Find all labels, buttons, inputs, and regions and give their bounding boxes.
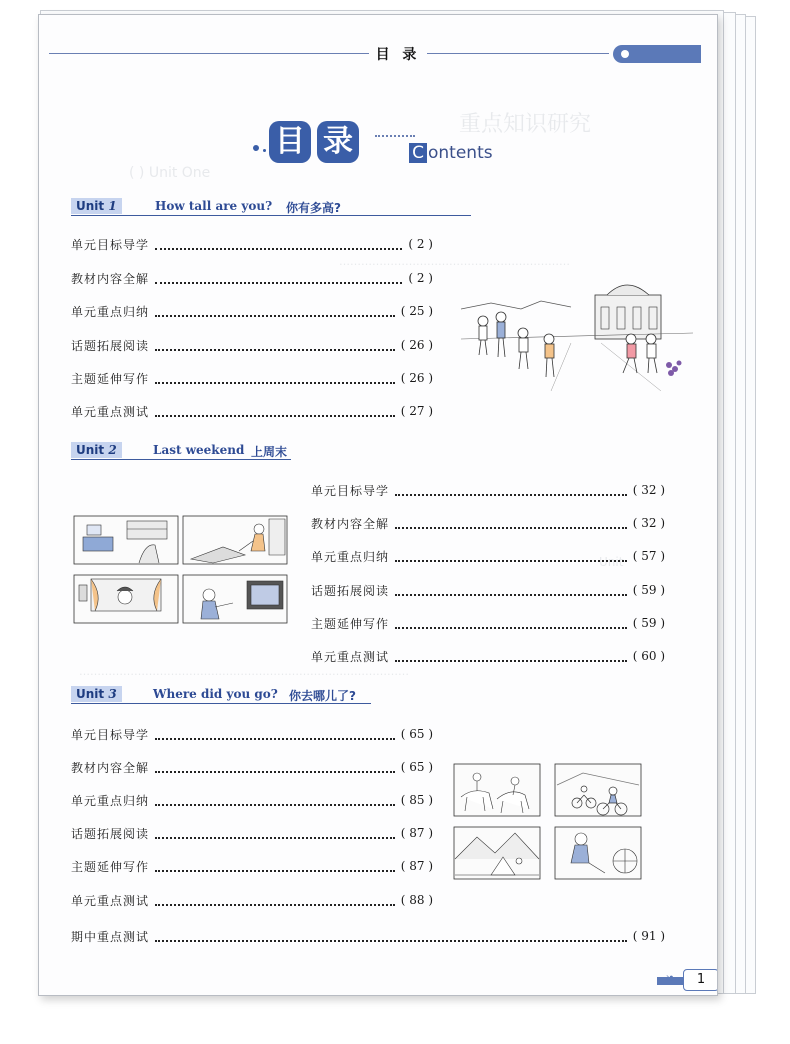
contents-rest: ontents (428, 143, 493, 163)
title-char-lu: 录 (317, 121, 359, 163)
leader-dots (155, 273, 402, 284)
show-through-text: ……………………………………………………………………………… (79, 665, 409, 678)
unit-title-cn: 你去哪儿了? (289, 689, 356, 703)
leader-dots (155, 406, 395, 417)
header-tab (613, 45, 701, 63)
toc-entry[interactable] (311, 547, 665, 565)
toc-label: 教材内容全解 (71, 271, 150, 286)
leader-dots (155, 340, 395, 351)
toc-entry[interactable] (71, 824, 433, 842)
leader-dots (155, 795, 395, 806)
header-rule (49, 53, 609, 54)
unit3-travel-illustration (453, 763, 685, 883)
toc-label: 期中重点测试 (71, 929, 150, 944)
unit2-weekend-illustration (73, 515, 289, 627)
toc-page-number: ( 57 ) (632, 549, 665, 563)
toc-page-number: ( 65 ) (400, 760, 433, 774)
show-through-text: Unit (599, 555, 624, 569)
leader-dots (395, 618, 627, 629)
toc-label: 单元重点测试 (71, 404, 150, 419)
leader-dots (155, 729, 395, 740)
toc-page-number: ( 59 ) (632, 583, 665, 597)
unit-title-cn: 你有多高? (286, 201, 341, 215)
toc-entry[interactable] (71, 302, 433, 320)
toc-page-number: ( 91 ) (632, 929, 665, 943)
toc-page-number: ( 87 ) (400, 859, 433, 873)
leader-dots (395, 585, 627, 596)
unit-number: 2 (108, 443, 117, 457)
toc-entry[interactable] (71, 402, 433, 420)
leader-dots (155, 373, 395, 384)
dot-decoration (263, 149, 266, 152)
toc-page-number: ( 60 ) (632, 649, 665, 663)
tab-dot-icon (621, 50, 629, 58)
leader-dots (155, 828, 395, 839)
unit-word: Unit (76, 199, 105, 213)
toc-entry[interactable] (71, 235, 433, 253)
toc-label: 单元目标导学 (71, 237, 150, 252)
toc-label: 教材内容全解 (311, 516, 390, 531)
toc-page (38, 14, 718, 996)
dotted-decoration (375, 135, 415, 137)
toc-page-number: ( 26 ) (400, 371, 433, 385)
unit-number: 3 (108, 687, 117, 701)
leader-dots (395, 551, 627, 562)
toc-page-number: ( 87 ) (400, 826, 433, 840)
unit-chip (71, 686, 122, 702)
leader-dots (155, 306, 395, 317)
toc-entry[interactable] (71, 891, 433, 909)
unit-word: Unit (76, 687, 105, 701)
toc-page-number: ( 59 ) (632, 616, 665, 630)
page-number: 1 (683, 969, 718, 991)
toc-label: 话题拓展阅读 (311, 583, 390, 598)
toc-entry[interactable] (311, 481, 665, 499)
contents-heading (409, 143, 493, 163)
leader-dots (155, 895, 395, 906)
unit-chip (71, 198, 122, 214)
toc-entry[interactable] (71, 857, 433, 875)
unit-word: Unit (76, 443, 105, 457)
toc-label: 单元重点测试 (311, 649, 390, 664)
toc-page-number: ( 27 ) (400, 404, 433, 418)
leader-dots (155, 861, 395, 872)
unit-title-en: How tall are you? (155, 199, 273, 213)
toc-label: 单元目标导学 (71, 727, 150, 742)
toc-label: 单元重点归纳 (71, 793, 150, 808)
toc-entry[interactable] (71, 725, 433, 743)
toc-entry[interactable] (71, 758, 433, 776)
toc-page-number: ( 65 ) (400, 727, 433, 741)
leader-dots (155, 239, 402, 250)
title-char-mu: 目 (269, 121, 311, 163)
unit-title-en: Last weekend (153, 443, 245, 457)
toc-entry-midterm[interactable] (71, 927, 665, 945)
toc-entry[interactable] (71, 369, 433, 387)
toc-label: 话题拓展阅读 (71, 338, 150, 353)
toc-label: 单元重点归纳 (71, 304, 150, 319)
toc-page-number: ( 85 ) (400, 793, 433, 807)
leader-dots (155, 931, 627, 942)
toc-page-number: ( 26 ) (400, 338, 433, 352)
unit-title-en: Where did you go? (153, 687, 278, 701)
leader-dots (395, 651, 627, 662)
toc-page-number: ( 32 ) (632, 483, 665, 497)
toc-entry[interactable] (311, 614, 665, 632)
toc-page-number: ( 25 ) (400, 304, 433, 318)
toc-label: 单元目标导学 (311, 483, 390, 498)
toc-entry[interactable] (311, 647, 665, 665)
toc-entry[interactable] (71, 269, 433, 287)
unit1-children-park-illustration (461, 273, 693, 391)
toc-page-number: ( 32 ) (632, 516, 665, 530)
leader-dots (395, 518, 627, 529)
toc-page-number: ( 2 ) (408, 237, 433, 251)
header-title: 目 录 (369, 44, 427, 64)
toc-label: 单元重点归纳 (311, 549, 390, 564)
toc-label: 主题延伸写作 (311, 616, 390, 631)
toc-entry[interactable] (311, 514, 665, 532)
unit-rule (71, 215, 471, 216)
unit-chip (71, 442, 122, 458)
dot-decoration (253, 145, 259, 151)
contents-initial: C (409, 143, 427, 163)
toc-label: 教材内容全解 (71, 760, 150, 775)
leaf-icon: ❧ (665, 971, 677, 987)
toc-label: 话题拓展阅读 (71, 826, 150, 841)
leader-dots (155, 762, 395, 773)
unit-title-cn: 上周末 (251, 445, 288, 459)
toc-label: 主题延伸写作 (71, 371, 150, 386)
toc-label: 单元重点测试 (71, 893, 150, 908)
toc-label: 主题延伸写作 (71, 859, 150, 874)
unit-number: 1 (108, 199, 117, 213)
toc-entry[interactable] (311, 581, 665, 599)
show-through-text: ( ) Unit One (129, 165, 211, 181)
toc-page-number: ( 2 ) (408, 271, 433, 285)
show-through-text: ……………………………………………………… (339, 255, 570, 268)
toc-entry[interactable] (71, 336, 433, 354)
leader-dots (395, 485, 627, 496)
toc-entry[interactable] (71, 791, 433, 809)
toc-page-number: ( 88 ) (400, 893, 433, 907)
show-through-text: 重点知识研究 (459, 112, 592, 137)
